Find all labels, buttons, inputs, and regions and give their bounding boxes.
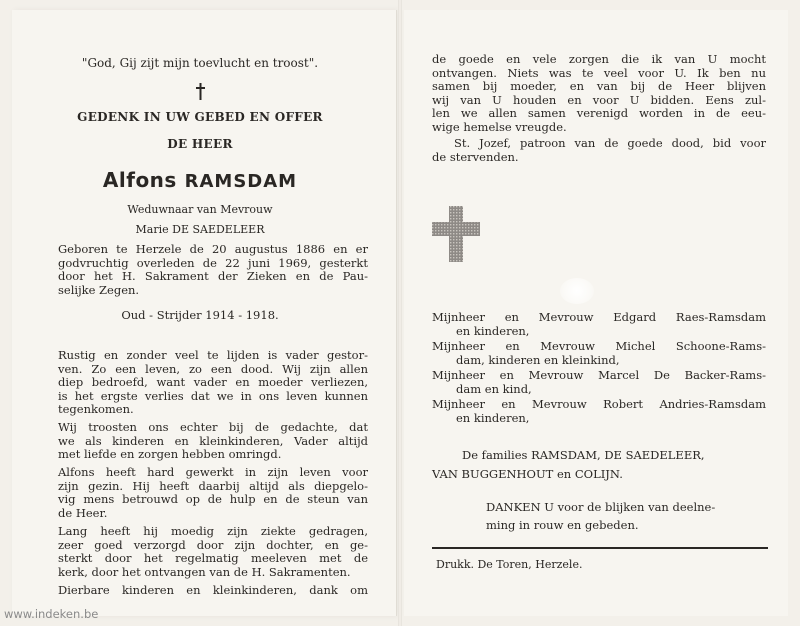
- divider-rule: [432, 547, 768, 549]
- text-line: dam en kind,: [456, 381, 532, 396]
- right-paragraph-2: [432, 137, 766, 164]
- paragraph-3: [58, 466, 368, 520]
- text-line: sterkt door het regelmatig meeleven met de: [58, 551, 368, 565]
- text-line: Mijnheer en Mevrouw Michel Schoone-Rams-: [432, 339, 766, 353]
- veteran-line: Oud - Strijder 1914 - 1918.: [121, 308, 279, 322]
- text-line: Lang heeft hij moedig zijn ziekte gedragen,: [58, 524, 368, 538]
- bio-line: Geboren te Herzele de 20 augustus 1886 en er: [58, 242, 368, 256]
- opening-quote: "God, Gij zijt mijn toevlucht en troost".: [81, 56, 319, 70]
- heading-line-2: DE HEER: [167, 137, 233, 151]
- text-line: de goede en vele zorgen die ik van U mocht: [432, 52, 766, 66]
- watermark: www.indeken.be: [4, 607, 99, 621]
- text-line: Mijnheer en Mevrouw Edgard Raes-Ramsdam: [432, 310, 766, 324]
- text-line: met liefde en zorgen hebben omringd.: [58, 447, 282, 461]
- text-line: ontvangen. Niets was te veel voor U. Ik ben nu: [432, 65, 766, 80]
- text-line: dam, kinderen en kleinkind,: [456, 352, 620, 367]
- text-line: de stervenden.: [432, 149, 519, 164]
- text-line: de Heer.: [58, 505, 108, 520]
- family-entry-1: [432, 311, 766, 338]
- text-line: Mijnheer en Mevrouw Marcel De Backer-Rams-: [432, 368, 766, 382]
- paper-stain: [560, 278, 594, 304]
- family-entry-3: [432, 369, 766, 396]
- first-name: Alfons: [102, 168, 177, 192]
- heading-line-1: GEDENK IN UW GEBED EN OFFER: [77, 110, 323, 124]
- last-name: RAMSDAM: [184, 171, 298, 192]
- large-cross-icon: [432, 206, 480, 262]
- thanks-line-2: ming in rouw en gebeden.: [486, 518, 639, 532]
- text-line: ven. Zo een leven, zo een dood. Wij zijn allen: [58, 361, 368, 376]
- family-entry-2: [432, 340, 766, 367]
- widower-line-1: Weduwnaar van Mevrouw: [127, 203, 273, 216]
- text-line: is het ergste verlies dat we in ons leven kunnen: [58, 388, 368, 403]
- family-entry-4: [432, 398, 766, 425]
- text-line: vig mens betrouwd op de hulp en de steun van: [58, 492, 368, 506]
- text-line: we als kinderen en kleinkinderen, Vader altijd: [58, 433, 368, 448]
- text-line: Wij troosten ons echter bij de gedachte, dat: [58, 420, 368, 434]
- bio-line: selijke Zegen.: [58, 282, 140, 297]
- paragraph-5: [58, 584, 368, 598]
- text-line: kerk, door het ontvangen van de H. Sakramenten.: [58, 564, 351, 579]
- text-line: zijn gezin. Hij heeft daarbij altijd als diepgelo-: [58, 478, 368, 493]
- bio-line: godvruchtig overleden de 22 juni 1969, gesterkt: [58, 255, 368, 270]
- text-line: samen bij moeder, en van bij de Heer blijven: [432, 79, 766, 93]
- text-line: St. Jozef, patroon van de goede dood, bid voor: [454, 136, 766, 150]
- paragraph-1: [58, 349, 368, 417]
- families-line-2: VAN BUGGENHOUT en COLIJN.: [432, 467, 623, 481]
- text-line: zeer goed verzorgd door zijn dochter, en ge-: [58, 537, 368, 552]
- text-line: len we allen samen verenigd worden in de eeu-: [432, 106, 766, 120]
- text-line: tegenkomen.: [58, 402, 134, 416]
- card-fold: [398, 0, 402, 626]
- text-line: wige hemelse vreugde.: [432, 119, 567, 134]
- text-line: Alfons heeft hard gewerkt in zijn leven voor: [58, 465, 368, 479]
- small-cross-icon: [195, 83, 206, 100]
- families-line-1: De families RAMSDAM, DE SAEDELEER,: [462, 448, 705, 462]
- thanks-line-1: DANKEN U voor de blijken van deelne-: [486, 500, 716, 514]
- text-line: wij van U houden en voor U bidden. Eens zul-: [432, 92, 766, 107]
- paragraph-2: [58, 421, 368, 462]
- text-line: en kinderen,: [456, 323, 530, 338]
- text-line: Mijnheer en Mevrouw Robert Andries-Ramsdam: [432, 397, 766, 411]
- widower-line-2: Marie DE SAEDELEER: [135, 223, 265, 236]
- bio-paragraph: [58, 243, 368, 297]
- text-line: diep bedroefd, want vader en moeder verliezen,: [58, 375, 368, 389]
- right-paragraph-1: [432, 53, 766, 134]
- deceased-name: [30, 168, 370, 192]
- text-line: Dierbare kinderen en kleinkinderen, dank om: [58, 583, 368, 597]
- text-line: Rustig en zonder veel te lijden is vader gestor-: [58, 348, 368, 362]
- bio-line: door het H. Sakrament der Zieken en de Pau-: [58, 269, 368, 283]
- paragraph-4: [58, 525, 368, 579]
- printer-credit: Drukk. De Toren, Herzele.: [436, 558, 583, 571]
- text-line: en kinderen,: [456, 410, 530, 425]
